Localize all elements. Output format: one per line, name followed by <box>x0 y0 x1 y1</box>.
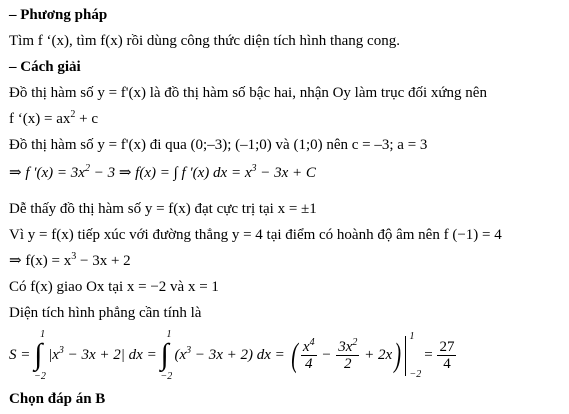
fprime-form-b: + c <box>75 111 98 127</box>
eq1-exp: 2 <box>84 163 90 174</box>
fraction-3x2-over-2 <box>336 339 359 372</box>
frac2-num: 3x <box>338 339 353 356</box>
area-S: S = <box>9 347 31 363</box>
right-paren: ) <box>394 336 402 374</box>
integral-sign-2: ∫ 1 −2 <box>160 328 173 382</box>
eq1-end: − 3x + C <box>256 165 316 181</box>
result-den: 4 <box>443 356 451 373</box>
int1-upper: 1 <box>40 328 46 340</box>
frac2-den: 2 <box>344 356 352 373</box>
area-equation <box>9 328 457 382</box>
eq1-lhs: f ′(x) = 3x <box>25 165 85 181</box>
fraction-x4-over-4 <box>301 339 317 372</box>
frac1-num: x <box>302 339 310 356</box>
abs-body-b: − 3x + 2| dx = <box>63 347 157 363</box>
antiderivative-equation <box>9 164 316 182</box>
int2-exp: 3 <box>186 345 192 356</box>
frac1-den: 4 <box>304 356 313 373</box>
solution-heading: – Cách giải <box>9 59 81 75</box>
graph-description-line: Đồ thị hàm số y = f'(x) là đồ thị hàm số bậc hai, nhận Oy làm trục đối xứng nên <box>9 85 487 101</box>
integral-sign-1: ∫ 1 −2 <box>34 328 46 382</box>
tangent-line: Vì y = f(x) tiếp xúc với đường thẳng y = 4 tại điểm có hoành độ âm nên f (−1) = 4 <box>9 227 502 243</box>
int2-lower: −2 <box>160 370 173 382</box>
eval-lower: −2 <box>409 368 422 380</box>
int2-body-b: − 3x + 2) dx = <box>191 347 285 363</box>
fx-result-line <box>9 252 131 270</box>
result-equals: = <box>424 347 433 363</box>
frac1-num-exp: 4 <box>309 337 315 349</box>
result-num: 27 <box>439 339 455 356</box>
tail-term: + 2x <box>364 347 393 363</box>
extrema-line: Dễ thấy đồ thị hàm số y = f(x) đạt cực trị tại x = ±1 <box>9 201 317 217</box>
int2-upper: 1 <box>166 328 172 340</box>
answer-line: Chọn đáp án B <box>9 391 106 407</box>
left-paren: ( <box>290 336 298 374</box>
graph-points-line: Đồ thị hàm số y = f'(x) đi qua (0;–3); (–1;0) và (1;0) nên c = –3; a = 3 <box>9 137 428 153</box>
fprime-form-a: f ‘(x) = ax <box>9 111 71 127</box>
result-fraction <box>437 339 456 372</box>
method-heading: – Phương pháp <box>9 7 108 23</box>
eval-upper: 1 <box>409 330 415 342</box>
frac2-num-exp: 2 <box>352 337 358 349</box>
eq1-exp2: 3 <box>251 163 257 174</box>
fprime-form-exp: 2 <box>70 109 76 120</box>
fx-b: − 3x + 2 <box>76 253 131 269</box>
int2-body-a: (x <box>174 347 187 363</box>
area-intro-line: Diện tích hình phẳng cần tính là <box>9 305 202 321</box>
method-text: Tìm f ‘(x), tìm f(x) rồi dùng công thức diện tích hình thang cong. <box>9 33 400 49</box>
implies-arrow: ⇒ <box>9 165 22 181</box>
evaluation-bar <box>405 330 422 380</box>
fx-a: ⇒ f(x) = x <box>9 253 72 269</box>
int1-lower: −2 <box>34 370 46 382</box>
fx-exp: 3 <box>71 251 77 262</box>
abs-exp: 3 <box>58 345 64 356</box>
fprime-form-line <box>9 110 98 128</box>
eq1-mid: − 3 ⇒ f(x) = ∫ f ′(x) dx = x <box>89 165 252 181</box>
minus-sign: − <box>321 347 332 363</box>
abs-body-a: |x <box>48 347 59 363</box>
intersection-line: Có f(x) giao Ox tại x = −2 và x = 1 <box>9 279 219 295</box>
